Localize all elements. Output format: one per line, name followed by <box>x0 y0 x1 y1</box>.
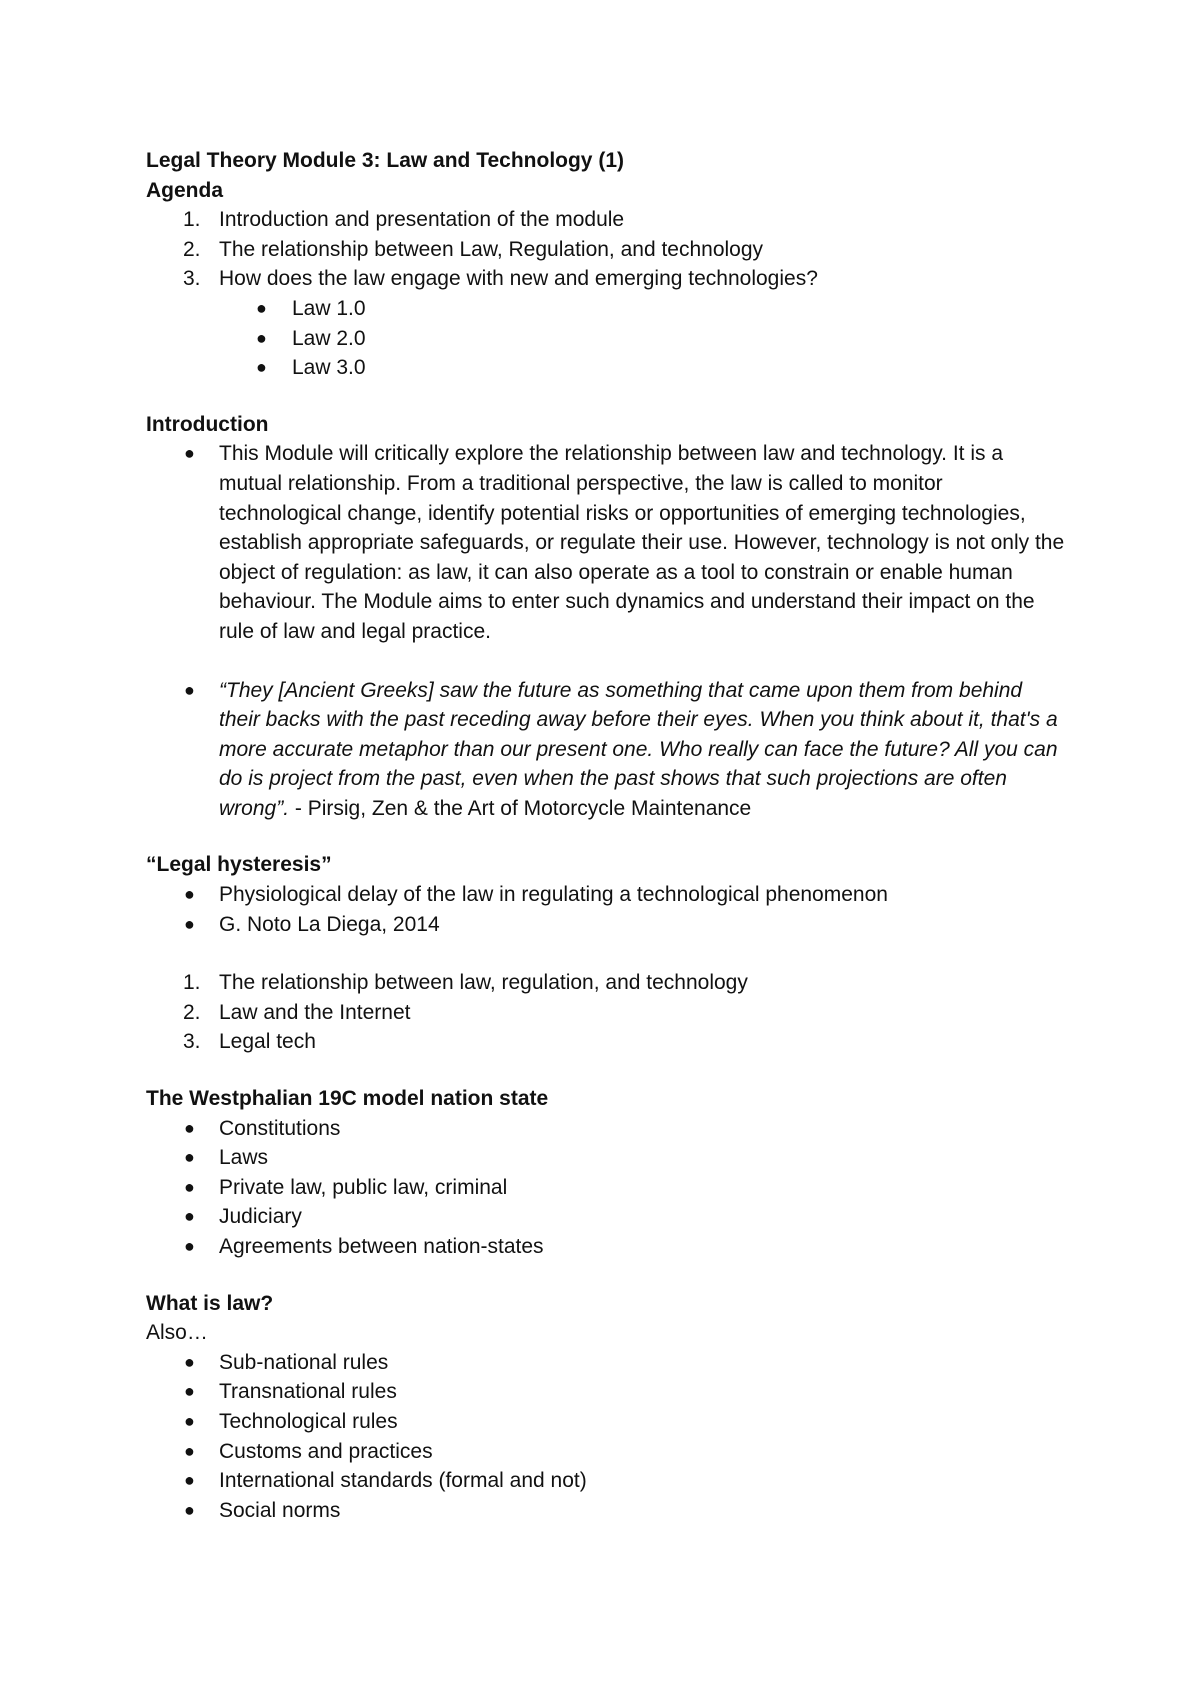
list-item-text: Legal tech <box>219 1030 316 1054</box>
list-item <box>146 1377 1066 1407</box>
list-item-text: How does the law engage with new and emerging technologies? <box>219 267 818 291</box>
list-item <box>146 353 1066 383</box>
bullet-icon: ● <box>184 913 195 934</box>
bullet-icon: ● <box>256 327 267 348</box>
list-number: 2. <box>183 1000 201 1024</box>
list-item-text: Law 1.0 <box>292 296 366 320</box>
agenda-heading: Agenda <box>146 178 224 202</box>
list-item-text: Transnational rules <box>219 1380 397 1404</box>
bullet-icon: ● <box>184 1351 195 1372</box>
list-item <box>146 439 1066 646</box>
list-item <box>146 1202 1066 1232</box>
list-number: 2. <box>183 237 201 261</box>
list-item <box>146 1496 1066 1526</box>
bullet-icon: ● <box>184 884 195 905</box>
list-number: 1. <box>183 208 201 232</box>
list-item <box>146 294 1066 324</box>
bullet-icon: ● <box>184 1117 195 1138</box>
agenda-list <box>146 205 1066 294</box>
bullet-icon: ● <box>184 1381 195 1402</box>
list-item <box>146 324 1066 354</box>
westphalian-heading: The Westphalian 19C model nation state <box>146 1087 549 1111</box>
list-item <box>146 1114 1066 1144</box>
list-item-text: Law and the Internet <box>219 1000 411 1024</box>
bullet-icon: ● <box>184 1147 195 1168</box>
bullet-icon: ● <box>184 1499 195 1520</box>
list-item-text: Constitutions <box>219 1116 341 1140</box>
bullet-icon: ● <box>184 1176 195 1197</box>
spacer <box>146 939 1066 968</box>
list-item <box>146 910 1066 940</box>
list-item-text: Customs and practices <box>219 1439 433 1463</box>
list-item-text: Law 2.0 <box>292 326 366 350</box>
introduction-heading: Introduction <box>146 412 269 436</box>
bullet-icon: ● <box>184 443 195 464</box>
list-item <box>146 1232 1066 1262</box>
list-item-text: Social norms <box>219 1498 341 1522</box>
document-title: Legal Theory Module 3: Law and Technology (1) <box>146 149 624 172</box>
list-item <box>146 998 1066 1028</box>
list-item-text: Laws <box>219 1146 269 1170</box>
bullet-icon: ● <box>256 357 267 378</box>
list-item <box>146 1173 1066 1203</box>
agenda-sublist <box>146 294 1066 383</box>
list-item-text: Judiciary <box>219 1205 302 1229</box>
quote-list <box>146 676 1066 824</box>
list-item <box>146 1027 1066 1057</box>
what-is-law-list <box>146 1348 1066 1526</box>
quote-text: “They [Ancient Greeks] saw the future as something that came upon them from behind their backs with the past receding away before their eyes. When you think about it, that's a more accurate metaphor than our present one. Who really can face the future? All you can do is project from the past, even when the past shows that such projections are often wrong”. <box>219 678 1058 820</box>
what-is-law-heading: What is law? <box>146 1291 274 1315</box>
bullet-icon: ● <box>184 1470 195 1491</box>
document-body <box>146 146 1066 1525</box>
list-item <box>146 1437 1066 1467</box>
list-item <box>146 235 1066 265</box>
bullet-icon: ● <box>184 1206 195 1227</box>
list-item-text: Technological rules <box>219 1409 398 1433</box>
list-number: 3. <box>183 267 201 291</box>
bullet-icon: ● <box>184 1410 195 1431</box>
list-item <box>146 676 1066 824</box>
westphalian-list <box>146 1114 1066 1262</box>
quote-source: - Pirsig, Zen & the Art of Motorcycle Maintenance <box>289 796 752 820</box>
list-item-text: Private law, public law, criminal <box>219 1175 508 1199</box>
bullet-icon: ● <box>184 1236 195 1256</box>
hysteresis-bullets <box>146 880 1066 939</box>
list-item-text: Law 3.0 <box>292 356 366 380</box>
list-item <box>146 880 1066 910</box>
list-item-text: G. Noto La Diega, 2014 <box>219 912 440 936</box>
introduction-paragraph: This Module will critically explore the relationship between law and technology. It is a mutual relationship. From a traditional perspective, the law is called to monitor technological change, identify potential risks or opportunities of emerging technologies, establish appropriate safeguards, or regulate their use. However, technology is not only the object of regulation: as law, it can also operate as a tool to constrain or enable human behaviour. The Module aims to enter such dynamics and understand their impact on the rule of law and legal practice. <box>219 442 1065 643</box>
list-item <box>146 264 1066 294</box>
list-item <box>146 1466 1066 1496</box>
list-item-text: Physiological delay of the law in regulating a technological phenomenon <box>219 883 888 907</box>
bullet-icon: ● <box>184 1440 195 1461</box>
list-item <box>146 1407 1066 1437</box>
list-number: 1. <box>183 971 201 995</box>
hysteresis-numbered <box>146 968 1066 1057</box>
hysteresis-heading: “Legal hysteresis” <box>146 853 332 877</box>
list-item <box>146 968 1066 998</box>
list-item-text: Agreements between nation-states <box>219 1235 544 1258</box>
list-item <box>146 1143 1066 1173</box>
list-item-text: The relationship between Law, Regulation, and technology <box>219 237 764 261</box>
list-item-text: Introduction and presentation of the module <box>219 208 625 232</box>
bullet-icon: ● <box>256 297 267 318</box>
list-item-text: Sub-national rules <box>219 1350 389 1374</box>
list-item <box>146 205 1066 235</box>
list-number: 3. <box>183 1030 201 1054</box>
list-item-text: The relationship between law, regulation, and technology <box>219 971 748 995</box>
spacer <box>146 647 1066 676</box>
list-item <box>146 1348 1066 1378</box>
introduction-list <box>146 439 1066 646</box>
bullet-icon: ● <box>184 679 195 700</box>
what-is-law-intro: Also… <box>146 1321 208 1345</box>
list-item-text: International standards (formal and not) <box>219 1469 587 1493</box>
